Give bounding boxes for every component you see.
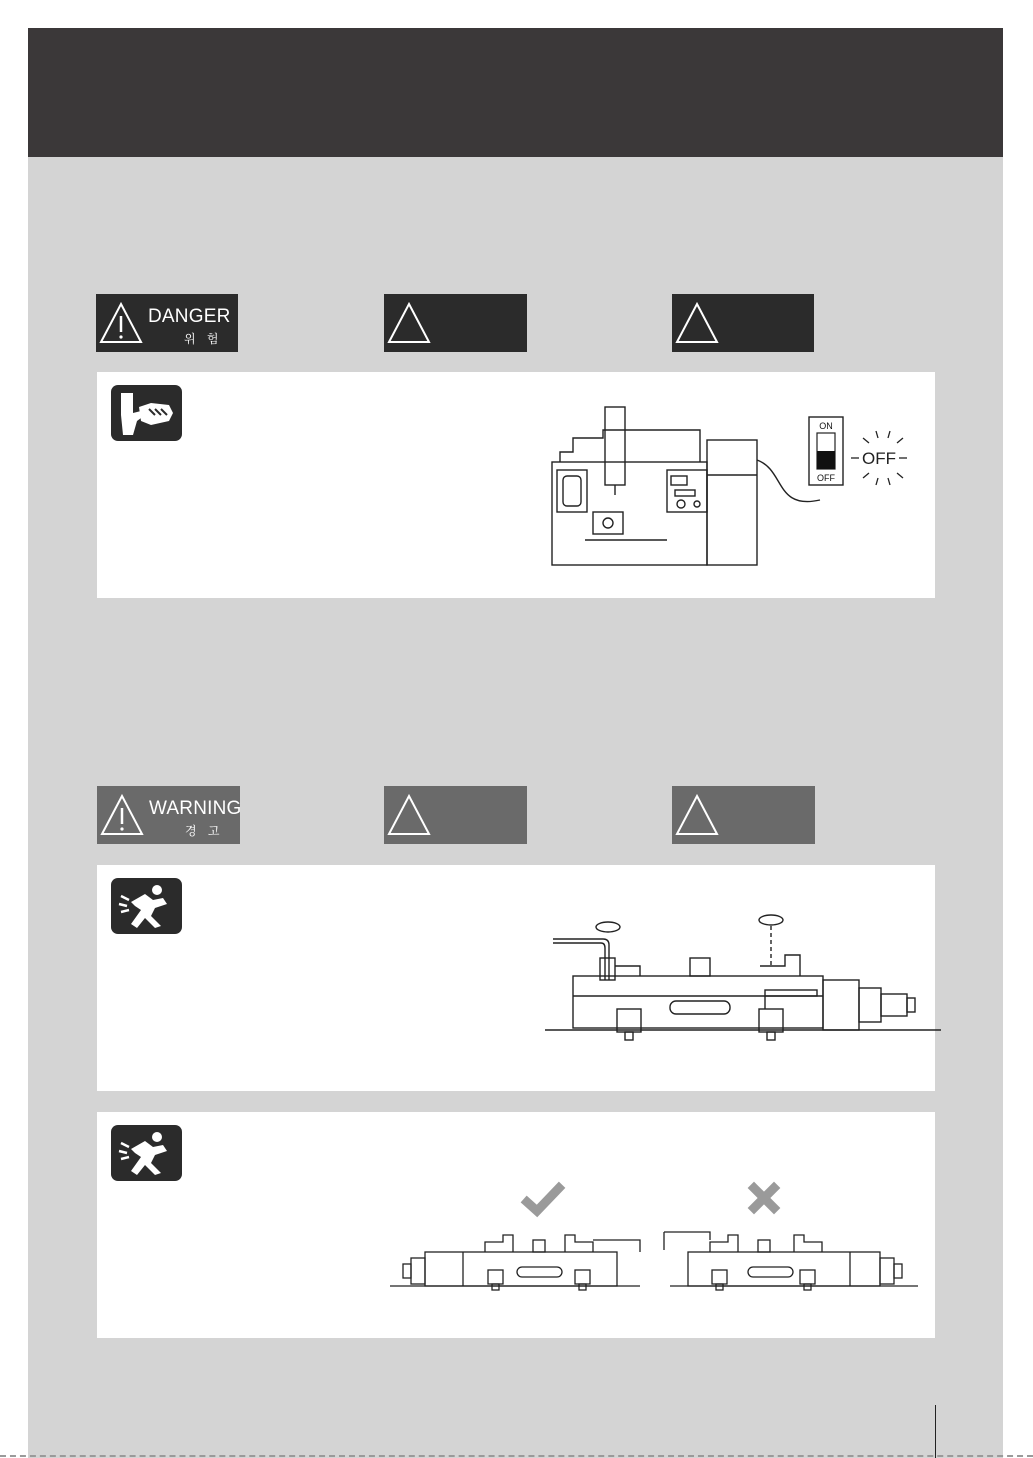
danger-label-blank: [384, 294, 527, 352]
vise-wrench-illustration: [545, 910, 945, 1045]
power-status-off: OFF: [862, 449, 896, 468]
cross-mark-icon: [754, 1188, 774, 1208]
warning-label: [97, 786, 240, 844]
alert-triangle-icon: [672, 786, 722, 844]
vise-incorrect-illustration: [660, 1180, 920, 1295]
crop-line: [0, 1455, 1033, 1457]
alert-triangle-icon: [384, 786, 434, 844]
danger-label-blank: [672, 294, 814, 352]
check-mark-icon: [527, 1188, 559, 1211]
struck-by-object-icon: [111, 1125, 182, 1181]
danger-label-korean: 위 험: [184, 332, 223, 346]
vise-correct-illustration: [385, 1180, 645, 1295]
alert-triangle-icon: [384, 294, 434, 352]
warning-label-korean: 경 고: [185, 824, 224, 838]
alert-triangle-icon: [97, 786, 147, 844]
warning-label-blank: [384, 786, 527, 844]
warning-label-blank: [672, 786, 815, 844]
alert-triangle-icon: [96, 294, 146, 352]
warning-label-word: WARNING: [149, 798, 242, 819]
page-margin-rule: [935, 1405, 936, 1458]
switch-off-label: OFF: [817, 473, 835, 483]
hand-crush-hazard-icon: [111, 385, 182, 441]
switch-on-label: ON: [819, 421, 833, 431]
header-bar: [28, 28, 1003, 157]
struck-by-object-icon: [111, 878, 182, 934]
alert-triangle-icon: [672, 294, 722, 352]
danger-label: [96, 294, 238, 352]
machining-center-illustration: [545, 400, 925, 575]
danger-label-word: DANGER: [148, 306, 231, 327]
